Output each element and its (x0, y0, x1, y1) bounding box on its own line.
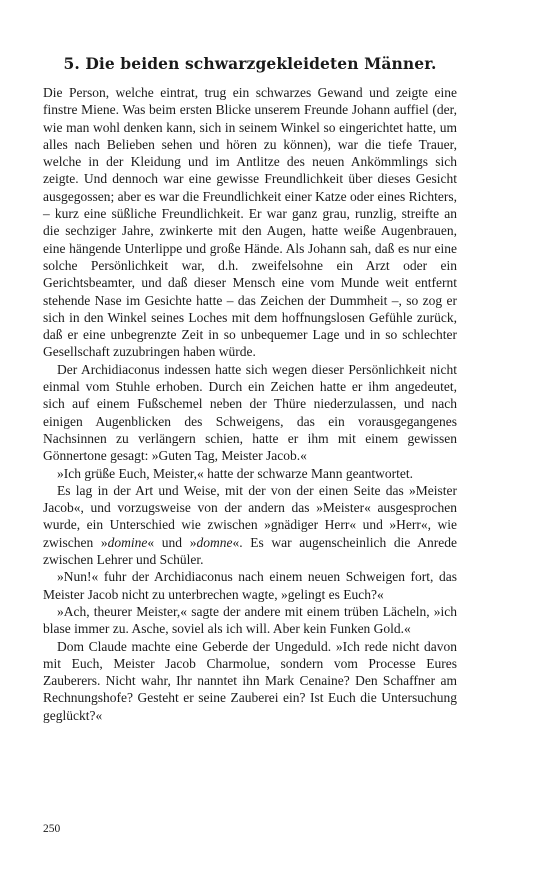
chapter-body (43, 84, 457, 724)
page-number: 250 (43, 823, 61, 835)
paragraph: »Ich grüße Euch, Meister,« hatte der schwarze Mann geantwortet. (57, 465, 413, 481)
paragraph: Die Person, welche eintrat, trug ein schwarzes Gewand und zeigte eine finstre Miene. Was beim ersten Blicke unserem Freunde Johann auffiel (der, wie man wohl denken kann, sich in seinem Winkel so eingerichtet hatte, um alles nach Belieben sehen und hören zu können), war die tiefe Trauer, welche in der Kleidung und im Antlitze des neuen Ankömmlings sich zeigte. Und dennoch war eine gewisse Freundlichkeit über dieses Gesicht ausgegossen; aber es war die Freundlichkeit einer Katze oder eines Richters, – kurz eine süßliche Freundlichkeit. Er war ganz grau, runzlig, streifte an die sechziger Jahre, zwinkerte mit den Augen, hatte weiße Augenbrauen, eine hängende Unterlippe und große Hände. Als Johann sah, daß es nur eine solche Persönlichkeit war, d.h. zweifelsohne ein Arzt oder ein Gerichtsbeamter, und daß dieser Mensch eine vom Munde weit entfernt stehende Nase im Gesichte hatte – das Zeichen der Dummheit –, so zog er sich in den Winkel seines Loches mit dem hoffnungslosen Gefühle zurück, daß er eine unbegrenzte Zeit in so unbequemer Lage und in so schlechter Gesellschaft zuzubringen haben würde. (43, 85, 457, 360)
paragraph: »Nun!« fuhr der Archidiaconus nach einem neuen Schweigen fort, das Meister Jacob nicht zu unterbrechen wagte, »gelingt es Euch?« (43, 569, 457, 602)
paragraph: Es lag in der Art und Weise, mit der von der einen Seite das »Meister Jacob«, und vorzugsweise von der andern das »Meister« ausgesprochen wurde, ein Unterschied wie zwischen »gnädiger Herr« und »Herr«, wie zwischen »domine« und »domne«. Es war augenscheinlich die Anrede zwischen Lehrer und Schüler. (43, 482, 458, 568)
paragraph: Dom Claude machte eine Geberde der Ungeduld. »Ich rede nicht davon mit Euch, Meister Jacob Charmolue, sondern vom Processe Eures Zauberers. Nicht wahr, Ihr nanntet ihn Mark Cenaine? Den Schaffner am Rechnungshofe? Gesteht er seine Zauberei ein? Ist Euch die Untersuchung geglückt?« (43, 638, 457, 723)
paragraph: Der Archidiaconus indessen hatte sich wegen dieser Persönlichkeit nicht einmal vom Stuhle erhoben. Durch ein Zeichen hatte er ihm angedeutet, sich auf einem Fußschemel neben der Thüre niederzulassen, und nach einigen Augenblicken des Schweigens, das ein vorausgegangenes Nachsinnen zu verlängern schien, hatte er ihm mit einem gewissen Gönnertone gesagt: »Guten Tag, Meister Jacob.« (43, 361, 457, 464)
paragraph: »Ach, theurer Meister,« sagte der andere mit einem trüben Lächeln, »ich blase immer zu. Asche, soviel als ich will. Aber kein Funken Gold.« (43, 603, 457, 637)
book-page (43, 54, 457, 724)
chapter-title: 5. Die beiden schwarzgekleideten Männer. (63, 54, 437, 73)
